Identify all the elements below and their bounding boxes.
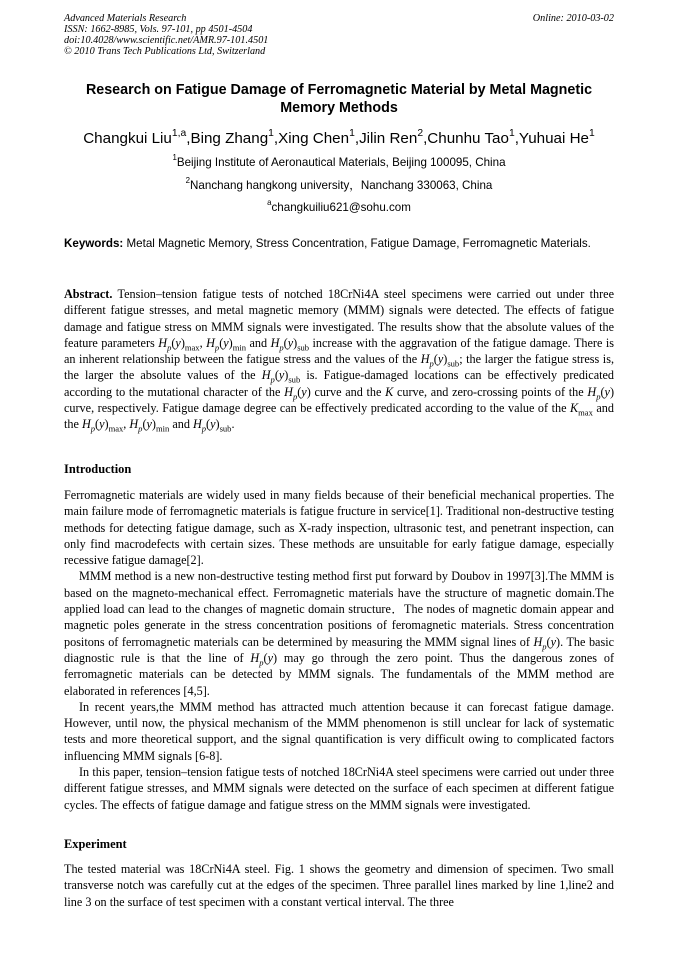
intro-paragraph-1: Ferromagnetic materials are widely used in many fields because of their beneficial mechanical properties. The main failure mode of ferromagnetic materials is fatigue fructure in service[1]. Traditional non-destructive testing methods for detecting fatigue damage, such as X-rady inspection, ultrasonic test, and penetrant inspection, can only find macrodefects with certain sizes. These methods are unsuitable for early fatigue damage, especially recessive fatigue damage[2]. <box>64 488 614 568</box>
affiliation-sup: 1 <box>172 153 177 163</box>
intro-paragraph-2: MMM method is a new non-destructive testing method first put forward by Doubov in 1997[3].The MMM is based on the magneto-mechanical effect. Ferromagnetic materials have the structure of magnetic domain.The applied load can lead to the changes of magnetic domain structure．The nodes of magnetic domain appear and magnetic poles generate in the stress concentration positions of feromagnetic materials. Stress concentration positons of ferromagnetic materials can be determined by measuring the MMM signal lines of $H_p(y)$. The basic diagnostic rule is that the line of $H_p(y)$ may go through the zero point. Thus the dangerous zones of ferromagnetic materials can be detected by MMM signals. The fundamentals of the MMM method are elaborated in references [4,5]. <box>64 569 615 698</box>
keywords-label: Keywords: <box>64 237 124 250</box>
introduction-body <box>64 487 614 813</box>
intro-paragraph-3: In recent years,the MMM method has attracted much attention because it can forecast fatigue damage. However, until now, the physical mechanism of the MMM phenomenon is still unclear for lack of systematic tests and more theoretical support, and the signal quantification is very difficult owing to complicated factors influencing MMM signals [6-8]. <box>64 699 614 763</box>
keywords-text: Metal Magnetic Memory, Stress Concentration, Fatigue Damage, Ferromagnetic Materials. <box>126 237 591 250</box>
affiliation-text: Nanchang hangkong university，Nanchang 330063, China <box>190 179 493 192</box>
intro-paragraph-4: In this paper, tension–tension fatigue tests of notched 18CrNi4A steel specimens were carried out under three different fatigue stresses, and MMM signals were detected on the surface of each specimen at different fatigue cycles. The effects of fatigue damage and fatigue stress on the MMM signals were investigated. <box>64 765 614 812</box>
affiliation-2 <box>40 176 638 193</box>
author-sup: 2 <box>417 127 424 139</box>
author-name: Changkui Liu <box>83 130 172 147</box>
author-list: Changkui Liu$^{1,a}$,Bing Zhang$^1$,Xing Chen$^1$,Jilin Ren$^2$,Chunhu Tao$^1$,Yuhuai He$^1$ <box>83 127 595 147</box>
copyright-line: © 2010 Trans Tech Publications Ltd, Switzerland <box>64 46 266 57</box>
author-name: Jilin Ren <box>359 130 418 147</box>
keywords <box>64 236 614 253</box>
heading-introduction: Introduction <box>64 462 132 476</box>
affiliation-text: Beijing Institute of Aeronautical Materials, Beijing 100095, China <box>176 156 506 169</box>
paper-title: Research on Fatigue Damage of Ferromagnetic Material by Metal Magnetic Memory Methods <box>85 82 593 116</box>
experiment-body <box>64 861 614 910</box>
author-sup: 1 <box>589 127 595 139</box>
affiliation-sup: a <box>267 198 272 208</box>
author-sup: 1 <box>268 127 274 139</box>
experiment-paragraph: The tested material was 18CrNi4A steel. Fig. 1 shows the geometry and dimension of specimen. Two small transverse notch was carefully cut at the edges of the specimen. Three parallel lines marked by line 1,line2 and line 3 on the surface of test specimen with a constant vertical interval. The three <box>64 862 614 909</box>
author-name: Chunhu Tao <box>427 130 509 147</box>
affiliation-sup: 2 <box>185 176 191 186</box>
author-sup: 1 <box>508 127 515 139</box>
abstract: Abstract. Tension–tension fatigue tests of notched 18CrNi4A steel specimens were carried out under three different fatigue stresses, and metal magnetic memory (MMM) signals were detected. The effects of fatigue damage and fatigue stress on MMM signals were investigated. The results show that the absolute values of the feature parameters $H_p(y)_{max}$, $H_p(y)_{min}$ and $H_p(y)_{sub}$ increase with the aggravation of the fatigue damage. There is an inherent relationship between the fatigue stress and the values of the $H_p(y)_{sub}$; the larger the fatigue stress is, the larger the absolute values of the $H_p(y)_{sub}$ is. Fatigue-damaged locations can be effectively predicated according to the mutational character of the $H_p(y)$ curve and the K curve, and zero-crossing points of the $H_p(y)$ curve, respectively. Fatigue damage degree can be effectively predicated according to the value of the $K_{max}$ and the $H_p(y)_{max}$, $H_p(y)_{min}$ and $H_p(y)_{sub}$. <box>64 287 615 434</box>
heading-experiment: Experiment <box>64 837 127 851</box>
author-name: Xing Chen <box>278 130 350 147</box>
author-sup: 1 <box>349 127 355 139</box>
email-line <box>40 198 638 215</box>
journal-header <box>64 13 484 57</box>
abstract-label: Abstract. <box>64 287 113 301</box>
author-name: Yuhuai He <box>518 130 590 147</box>
online-date: Online: 2010-03-02 <box>532 13 614 24</box>
issn-line: ISSN: 1662-8985, Vols. 97-101, pp 4501-4504 <box>64 24 253 35</box>
email-address: changkuiliu621@sohu.com <box>271 201 411 214</box>
affiliation-1 <box>40 153 638 170</box>
journal-name: Advanced Materials Research <box>64 13 187 24</box>
author-sup: 1,a <box>171 127 187 139</box>
doi-line: doi:10.4028/www.scientific.net/AMR.97-101.4501 <box>64 35 269 46</box>
author-name: Bing Zhang <box>190 130 269 147</box>
